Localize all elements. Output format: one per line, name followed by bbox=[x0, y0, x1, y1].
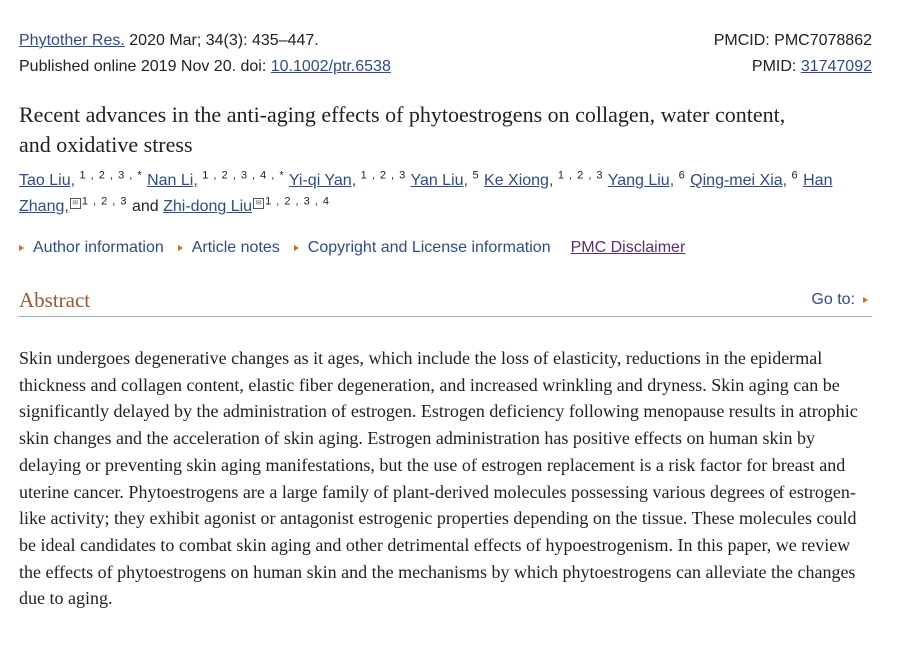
author-link[interactable]: Yang Liu, bbox=[607, 172, 675, 189]
author-link[interactable]: Zhi-dong Liu bbox=[163, 198, 253, 215]
triangle-right-icon bbox=[178, 245, 183, 251]
pmcid: PMCID: PMC7078862 bbox=[713, 32, 872, 49]
author-affiliation: 1 , 2 , 3 bbox=[81, 195, 128, 208]
article-notes-toggle[interactable] bbox=[178, 236, 280, 260]
abstract-heading: Abstract bbox=[19, 288, 91, 312]
email-icon[interactable]: ✉ bbox=[253, 198, 264, 209]
pmid-line bbox=[752, 54, 872, 80]
author-link[interactable]: Yan Liu, bbox=[410, 172, 468, 189]
copyright-label: Copyright and License information bbox=[307, 239, 551, 256]
goto-label: Go to: bbox=[811, 291, 855, 308]
citation-journal-line bbox=[19, 28, 319, 54]
author-link[interactable]: Qing-mei Xia, bbox=[690, 172, 788, 189]
published-line bbox=[19, 54, 391, 80]
goto-menu[interactable] bbox=[811, 291, 872, 313]
authors-and: and bbox=[127, 198, 164, 215]
author-affiliation: 1 , 2 , 3 , 4 , * bbox=[202, 169, 285, 182]
published-prefix: Published online 2019 Nov 20. doi: bbox=[19, 58, 271, 75]
citation-row-1 bbox=[19, 28, 872, 54]
citation-date-issue: 2020 Mar; 34(3): 435–447. bbox=[124, 32, 319, 49]
triangle-right-icon bbox=[19, 245, 24, 251]
triangle-right-icon bbox=[294, 245, 299, 251]
author-information-toggle[interactable] bbox=[19, 236, 164, 260]
author-affiliation: 1 , 2 , 3 bbox=[360, 169, 407, 182]
author-link[interactable]: Han Zhang, bbox=[19, 172, 833, 215]
copyright-toggle[interactable] bbox=[294, 236, 551, 260]
author-link[interactable]: Ke Xiong, bbox=[484, 172, 554, 189]
author-link[interactable]: Nan Li, bbox=[147, 172, 198, 189]
author-affiliation: 1 , 2 , 3 bbox=[557, 169, 604, 182]
author-information-label: Author information bbox=[33, 239, 164, 256]
author-link[interactable]: Yi-qi Yan, bbox=[288, 172, 357, 189]
doi-link[interactable]: 10.1002/ptr.6538 bbox=[270, 58, 391, 75]
author-list bbox=[19, 168, 872, 220]
author-affiliation: 6 bbox=[678, 169, 686, 182]
pmid-label: PMID: bbox=[751, 58, 801, 75]
author-affiliation: 1 , 2 , 3 , * bbox=[79, 169, 143, 182]
citation-row-2 bbox=[19, 54, 872, 80]
article-title: Recent advances in the anti-aging effects of phytoestrogens on collagen, water content, and oxidative stress bbox=[19, 102, 786, 157]
article-page bbox=[19, 28, 872, 612]
author-affiliation: 6 bbox=[791, 169, 799, 182]
info-links-bar bbox=[19, 236, 872, 260]
triangle-right-icon bbox=[863, 297, 868, 303]
journal-link[interactable]: Phytother Res. bbox=[19, 32, 125, 49]
pmid-link[interactable]: 31747092 bbox=[800, 58, 872, 75]
abstract-heading-row bbox=[19, 287, 872, 317]
author-affiliation: 5 bbox=[472, 169, 480, 182]
pmc-disclaimer-link[interactable]: PMC Disclaimer bbox=[570, 239, 686, 256]
author-affiliation: 1 , 2 , 3 , 4 bbox=[265, 195, 331, 208]
abstract-body: Skin undergoes degenerative changes as it ages, which include the loss of elasticity, reductions in the epidermal thickness and collagen content, elastic fiber degeneration, and increased wrinkling and dryness. Skin aging can be significantly delayed by the administration of estrogen. Estrogen deficiency following menopause results in atrophic skin changes and the acceleration of skin aging. Estrogen administration has positive effects on human skin by delaying or preventing skin aging manifestations, but the use of estrogen replacement is a risk factor for breast and uterine cancer. Phytoestrogens are a large family of plant-derived molecules possessing various degrees of estrogen-like activity; they exhibit agonist or antagonist estrogenic properties depending on the tissue. These molecules could be ideal candidates to combat skin aging and other detrimental effects of hypoestrogenism. In this paper, we review the effects of phytoestrogens on human skin and the mechanisms by which phytoestrogens can alleviate the changes due to aging. bbox=[19, 348, 858, 609]
author-link[interactable]: Tao Liu, bbox=[19, 172, 76, 189]
email-icon[interactable]: ✉ bbox=[70, 198, 81, 209]
article-notes-label: Article notes bbox=[191, 239, 280, 256]
